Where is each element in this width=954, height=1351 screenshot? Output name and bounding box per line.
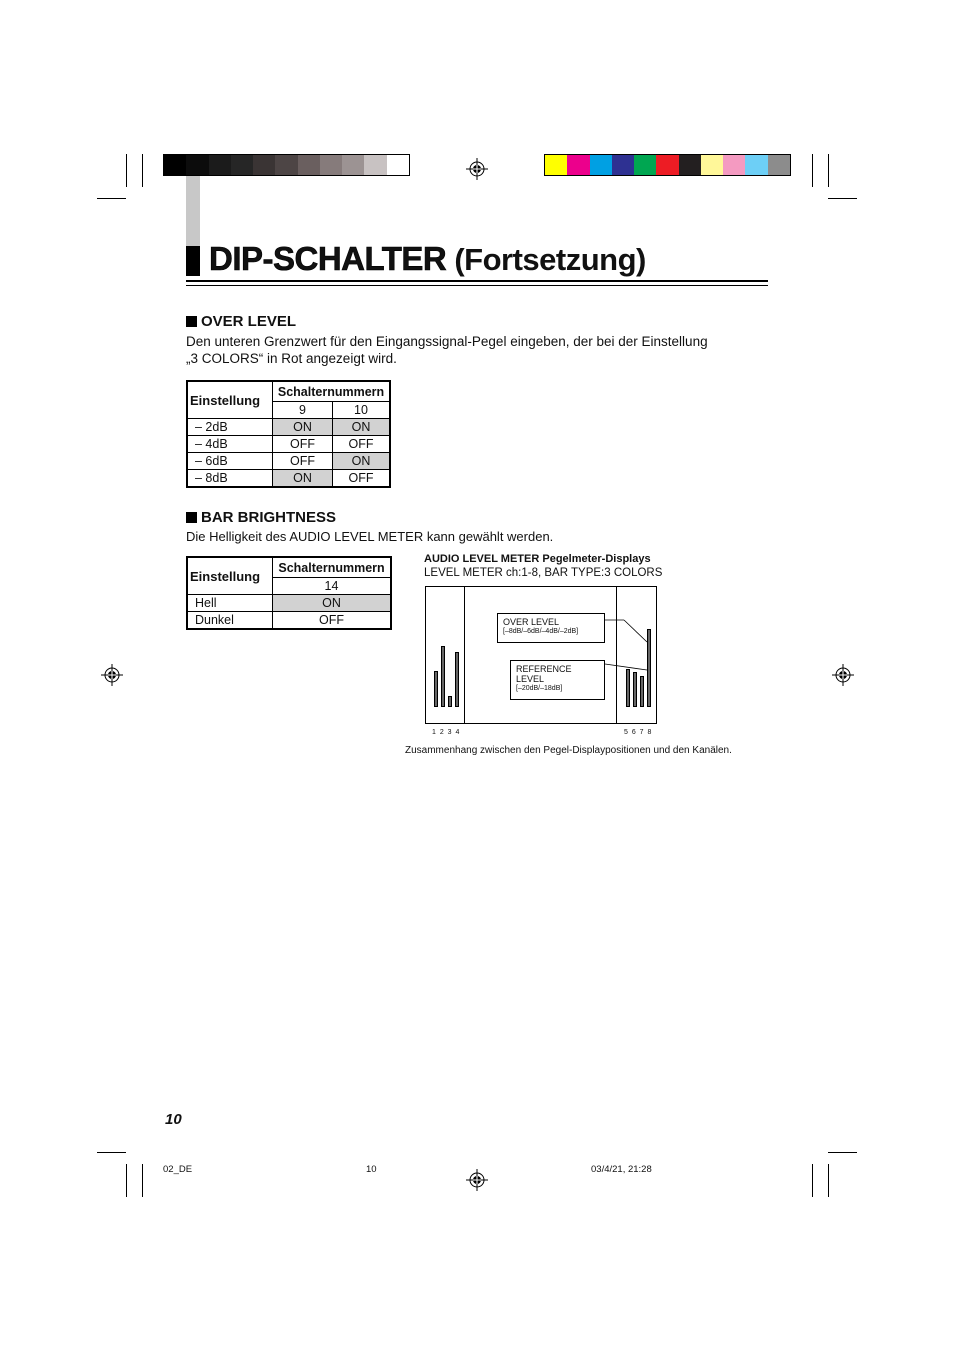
over-level-heading: OVER LEVEL xyxy=(186,313,296,330)
title-side-bar xyxy=(186,176,200,246)
gray-swatch-8 xyxy=(320,155,342,175)
table-header-switches: Schalternummern xyxy=(273,381,391,402)
bar-brightness-text: Die Helligkeit des AUDIO LEVEL METER kann gewählt werden. xyxy=(186,529,554,544)
color-swatch-4 xyxy=(612,155,634,175)
gray-swatch-5 xyxy=(253,155,275,175)
color-swatch-2 xyxy=(567,155,589,175)
table-header-setting: Einstellung xyxy=(187,381,273,419)
leader-lines xyxy=(425,586,657,724)
color-swatch-1 xyxy=(545,155,567,175)
table-row: – 6dB OFF ON xyxy=(187,453,390,470)
crop-mark xyxy=(828,154,829,187)
crop-mark xyxy=(828,198,857,199)
gray-swatch-9 xyxy=(342,155,364,175)
crop-mark xyxy=(812,154,813,187)
crop-mark xyxy=(126,1164,127,1197)
channel-numbers-right: 5 6 7 8 xyxy=(624,729,653,736)
gray-swatch-1 xyxy=(164,155,186,175)
gray-swatch-10 xyxy=(364,155,386,175)
title-rule-thin xyxy=(186,285,768,286)
page-title-main: DIP-SCHALTER xyxy=(209,240,447,277)
bar-brightness-heading: BAR BRIGHTNESS xyxy=(186,509,336,526)
over-level-table xyxy=(186,380,391,488)
crop-mark xyxy=(97,198,126,199)
crop-mark xyxy=(126,154,127,187)
color-calibration-bar xyxy=(544,154,791,176)
channel-numbers-left: 1 2 3 4 xyxy=(432,729,461,736)
crop-mark xyxy=(812,1164,813,1197)
title-rule xyxy=(186,280,768,282)
gray-swatch-3 xyxy=(209,155,231,175)
table-header-switches: Schalternummern xyxy=(273,557,392,578)
table-row: – 8dB ON OFF xyxy=(187,470,390,488)
crop-mark xyxy=(142,1164,143,1197)
crop-mark xyxy=(142,154,143,187)
footer-file: 02_DE xyxy=(163,1164,193,1175)
diagram-caption: Zusammenhang zwischen den Pegel-Displaypositionen und den Kanälen. xyxy=(405,745,732,756)
color-swatch-8 xyxy=(701,155,723,175)
color-swatch-6 xyxy=(656,155,678,175)
gray-swatch-11 xyxy=(387,155,409,175)
grayscale-calibration-bar xyxy=(163,154,410,176)
color-swatch-3 xyxy=(590,155,612,175)
table-row: Hell ON xyxy=(187,595,391,612)
over-level-label: OVER LEVEL [–8dB/–6dB/–4dB/–2dB] xyxy=(497,613,605,643)
table-header-switch-10: 10 xyxy=(333,402,391,419)
square-bullet-icon xyxy=(186,316,197,327)
registration-mark-icon xyxy=(466,158,488,180)
over-level-text-line2: „3 COLORS“ in Rot angezeigt wird. xyxy=(186,351,397,366)
registration-mark-icon xyxy=(832,664,854,686)
gray-swatch-7 xyxy=(298,155,320,175)
footer-timestamp: 03/4/21, 21:28 xyxy=(591,1164,652,1175)
page-title-sub: (Fortsetzung) xyxy=(454,242,646,277)
square-bullet-icon xyxy=(186,512,197,523)
over-level-text-line1: Den unteren Grenzwert für den Eingangssignal-Pegel eingeben, der bei der Einstellung xyxy=(186,334,708,349)
page-number: 10 xyxy=(165,1111,182,1128)
crop-mark xyxy=(828,1164,829,1197)
color-swatch-10 xyxy=(745,155,767,175)
color-swatch-11 xyxy=(768,155,790,175)
title-block-marker xyxy=(186,246,200,276)
gray-swatch-6 xyxy=(275,155,297,175)
page-title xyxy=(209,240,646,278)
gray-swatch-4 xyxy=(231,155,253,175)
registration-mark-icon xyxy=(101,664,123,686)
bar-brightness-table xyxy=(186,556,392,630)
table-row: Dunkel OFF xyxy=(187,612,391,630)
registration-mark-icon xyxy=(466,1169,488,1191)
table-row: – 4dB OFF OFF xyxy=(187,436,390,453)
crop-mark xyxy=(97,1152,126,1153)
gray-swatch-2 xyxy=(186,155,208,175)
table-row: – 2dB ON ON xyxy=(187,419,390,436)
diagram-title: AUDIO LEVEL METER Pegelmeter-Displays xyxy=(424,553,651,565)
diagram-subtitle: LEVEL METER ch:1-8, BAR TYPE:3 COLORS xyxy=(424,567,663,579)
footer-page: 10 xyxy=(366,1164,377,1175)
color-swatch-9 xyxy=(723,155,745,175)
table-header-switch-14: 14 xyxy=(273,578,392,595)
crop-mark xyxy=(828,1152,857,1153)
color-swatch-7 xyxy=(679,155,701,175)
reference-level-label: REFERENCE LEVEL [–20dB/–18dB] xyxy=(510,660,605,700)
table-header-switch-9: 9 xyxy=(273,402,333,419)
color-swatch-5 xyxy=(634,155,656,175)
table-header-setting: Einstellung xyxy=(187,557,273,595)
